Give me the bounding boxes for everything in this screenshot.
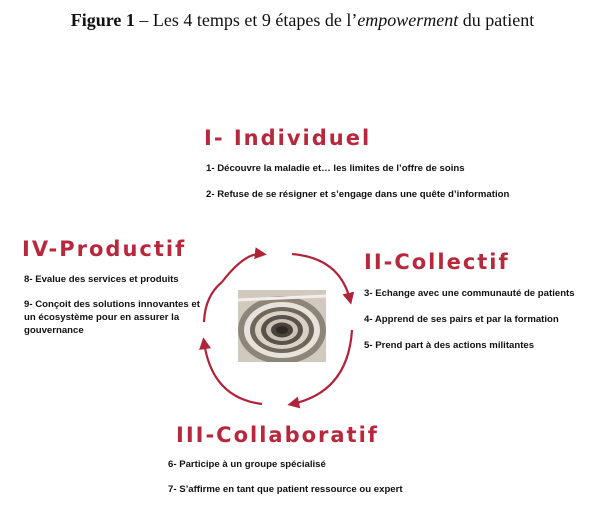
arrow-left-upper <box>204 282 222 322</box>
stage-individuel-item-1: 1- Découvre la maladie et… les limites de l’offre de soins <box>206 163 465 174</box>
figure-title-after: du patient <box>458 10 535 30</box>
stage-collectif-heading: II-Collectif <box>364 250 510 274</box>
stage-collaboratif-item-7: 7- S’affirme en tant que patient ressource ou expert <box>168 484 403 495</box>
stage-collectif-item-4: 4- Apprend de ses pairs et par la formation <box>364 314 559 325</box>
stage-individuel-heading: I- Individuel <box>204 126 372 150</box>
stage-collaboratif-item-6: 6- Participe à un groupe spécialisé <box>168 459 326 470</box>
spiral-staircase-image <box>238 290 326 362</box>
stage-individuel-item-2: 2- Refuse de se résigner et s’engage dans une quête d’information <box>206 189 510 200</box>
stage-collectif-item-5: 5- Prend part à des actions militantes <box>364 340 535 351</box>
figure-label: Figure 1 <box>70 10 135 30</box>
arrow-top <box>222 254 262 282</box>
stage-collaboratif-heading: III-Collaboratif <box>176 423 379 447</box>
stage-collectif-item-3: 3- Echange avec une communauté de patients <box>364 288 575 299</box>
figure-title-before: – Les 4 temps et 9 étapes de l’ <box>134 10 358 30</box>
stage-productif-item-8: 8- Evalue des services et produits <box>24 274 179 285</box>
stage-productif-item-9: 9- Conçoit des solutions innovantes et un écosystème pour en assurer la gouvernance <box>24 299 200 336</box>
stage-productif-heading: IV-Productif <box>22 237 187 261</box>
figure-title-italic: empowerment <box>357 10 459 30</box>
